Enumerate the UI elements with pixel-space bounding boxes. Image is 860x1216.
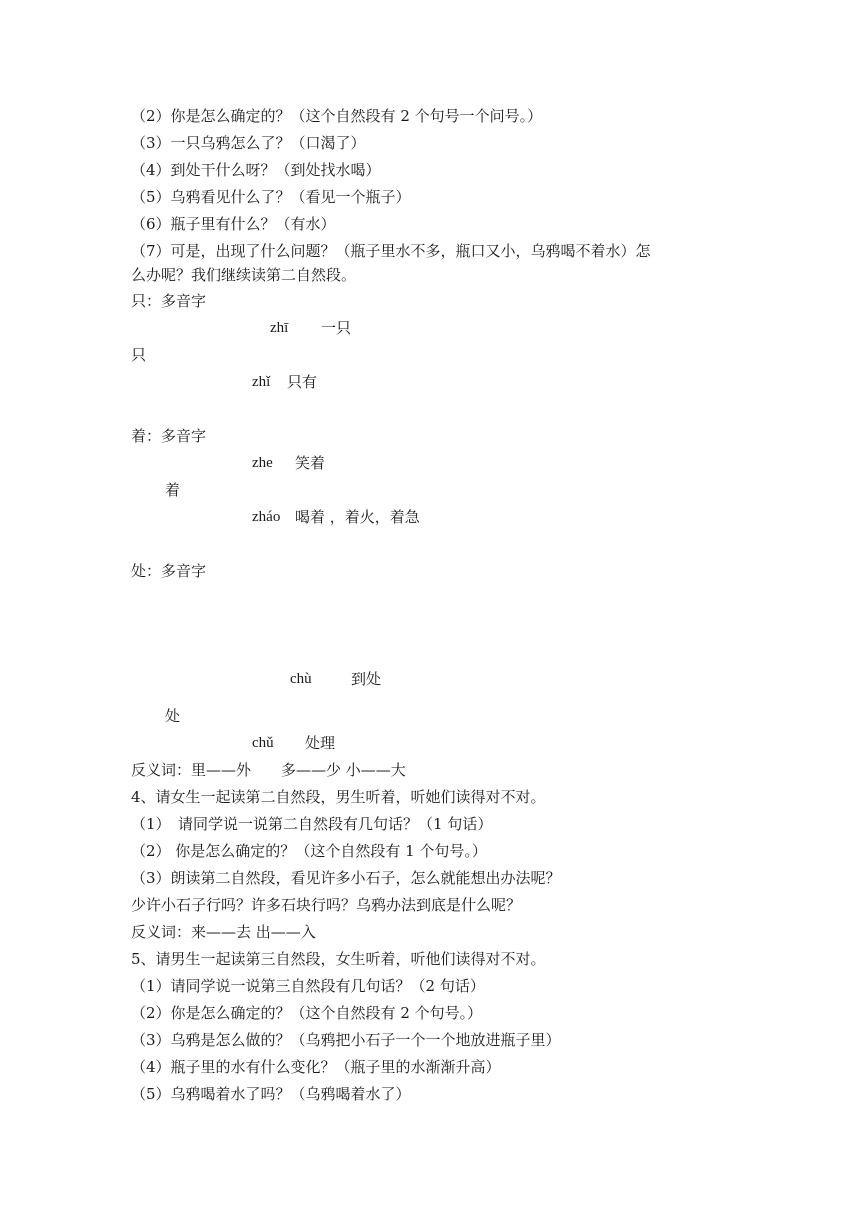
pinyin-label: chǔ bbox=[252, 735, 274, 751]
example-word: 笑着 bbox=[295, 454, 326, 472]
example-word: 一只 bbox=[321, 319, 352, 337]
polyphone-character: 着 bbox=[165, 481, 181, 499]
text-line: （6）瓶子里有什么？（有水） bbox=[131, 215, 336, 233]
text-line: （1） 请同学说一说第二自然段有几句话？（1 句话） bbox=[131, 815, 493, 833]
pinyin-label: zháo bbox=[252, 509, 281, 525]
step-heading: 5、请男生一起读第三自然段，女生听着，听他们读得对不对。 bbox=[131, 950, 546, 968]
polyphone-heading: 处：多音字 bbox=[131, 562, 207, 580]
text-line: （1）请同学说一说第三自然段有几句话？（2 句话） bbox=[131, 977, 485, 995]
antonym-line: 反义词：来——去 出——入 bbox=[131, 923, 316, 941]
text-line: （5）乌鸦看见什么了？（看见一个瓶子） bbox=[131, 188, 411, 206]
example-word: 处理 bbox=[305, 734, 336, 752]
polyphone-character: 只 bbox=[131, 346, 147, 364]
text-line: （4）瓶子里的水有什么变化？（瓶子里的水渐渐升高） bbox=[131, 1058, 501, 1076]
text-line: （2）你是怎么确定的？（这个自然段有 2 个句号。） bbox=[131, 1004, 483, 1022]
text-line: （2）你是怎么确定的？（这个自然段有 2 个句号一个问号。） bbox=[131, 107, 543, 125]
text-line: （3）一只乌鸦怎么了？（口渴了） bbox=[131, 134, 366, 152]
text-line: （2） 你是怎么确定的？（这个自然段有 1 个句号。） bbox=[131, 842, 487, 860]
example-word: 到处 bbox=[351, 670, 382, 688]
example-word: 只有 bbox=[287, 373, 318, 391]
text-line: 么办呢？我们继续读第二自然段。 bbox=[131, 266, 357, 284]
pinyin-label: zhǐ bbox=[252, 374, 271, 390]
step-heading: 4、请女生一起读第二自然段，男生听着，听她们读得对不对。 bbox=[131, 788, 546, 806]
text-line: （5）乌鸦喝着水了吗？（乌鸦喝着水了） bbox=[131, 1085, 411, 1103]
text-line: 少许小石子行吗？许多石块行吗？乌鸦办法到底是什么呢？ bbox=[131, 896, 522, 914]
antonym-line: 反义词：里——外 多——少 小——大 bbox=[131, 761, 406, 779]
text-line: （3）乌鸦是怎么做的？（乌鸦把小石子一个一个地放进瓶子里） bbox=[131, 1031, 561, 1049]
pinyin-label: zhe bbox=[252, 455, 273, 471]
pinyin-label: chù bbox=[290, 671, 312, 687]
pinyin-label: zhī bbox=[270, 320, 289, 336]
text-line: （3）朗读第二自然段，看见许多小石子，怎么就能想出办法呢？ bbox=[131, 869, 561, 887]
polyphone-heading: 只：多音字 bbox=[131, 292, 207, 310]
text-line: （4）到处干什么呀？（到处找水喝） bbox=[131, 161, 381, 179]
polyphone-heading: 着：多音字 bbox=[131, 427, 207, 445]
text-line: （7）可是，出现了什么问题？（瓶子里水不多，瓶口又小，乌鸦喝不着水）怎 bbox=[131, 242, 651, 260]
polyphone-character: 处 bbox=[165, 707, 181, 725]
example-word: 喝着 ，着火，着急 bbox=[295, 508, 420, 526]
